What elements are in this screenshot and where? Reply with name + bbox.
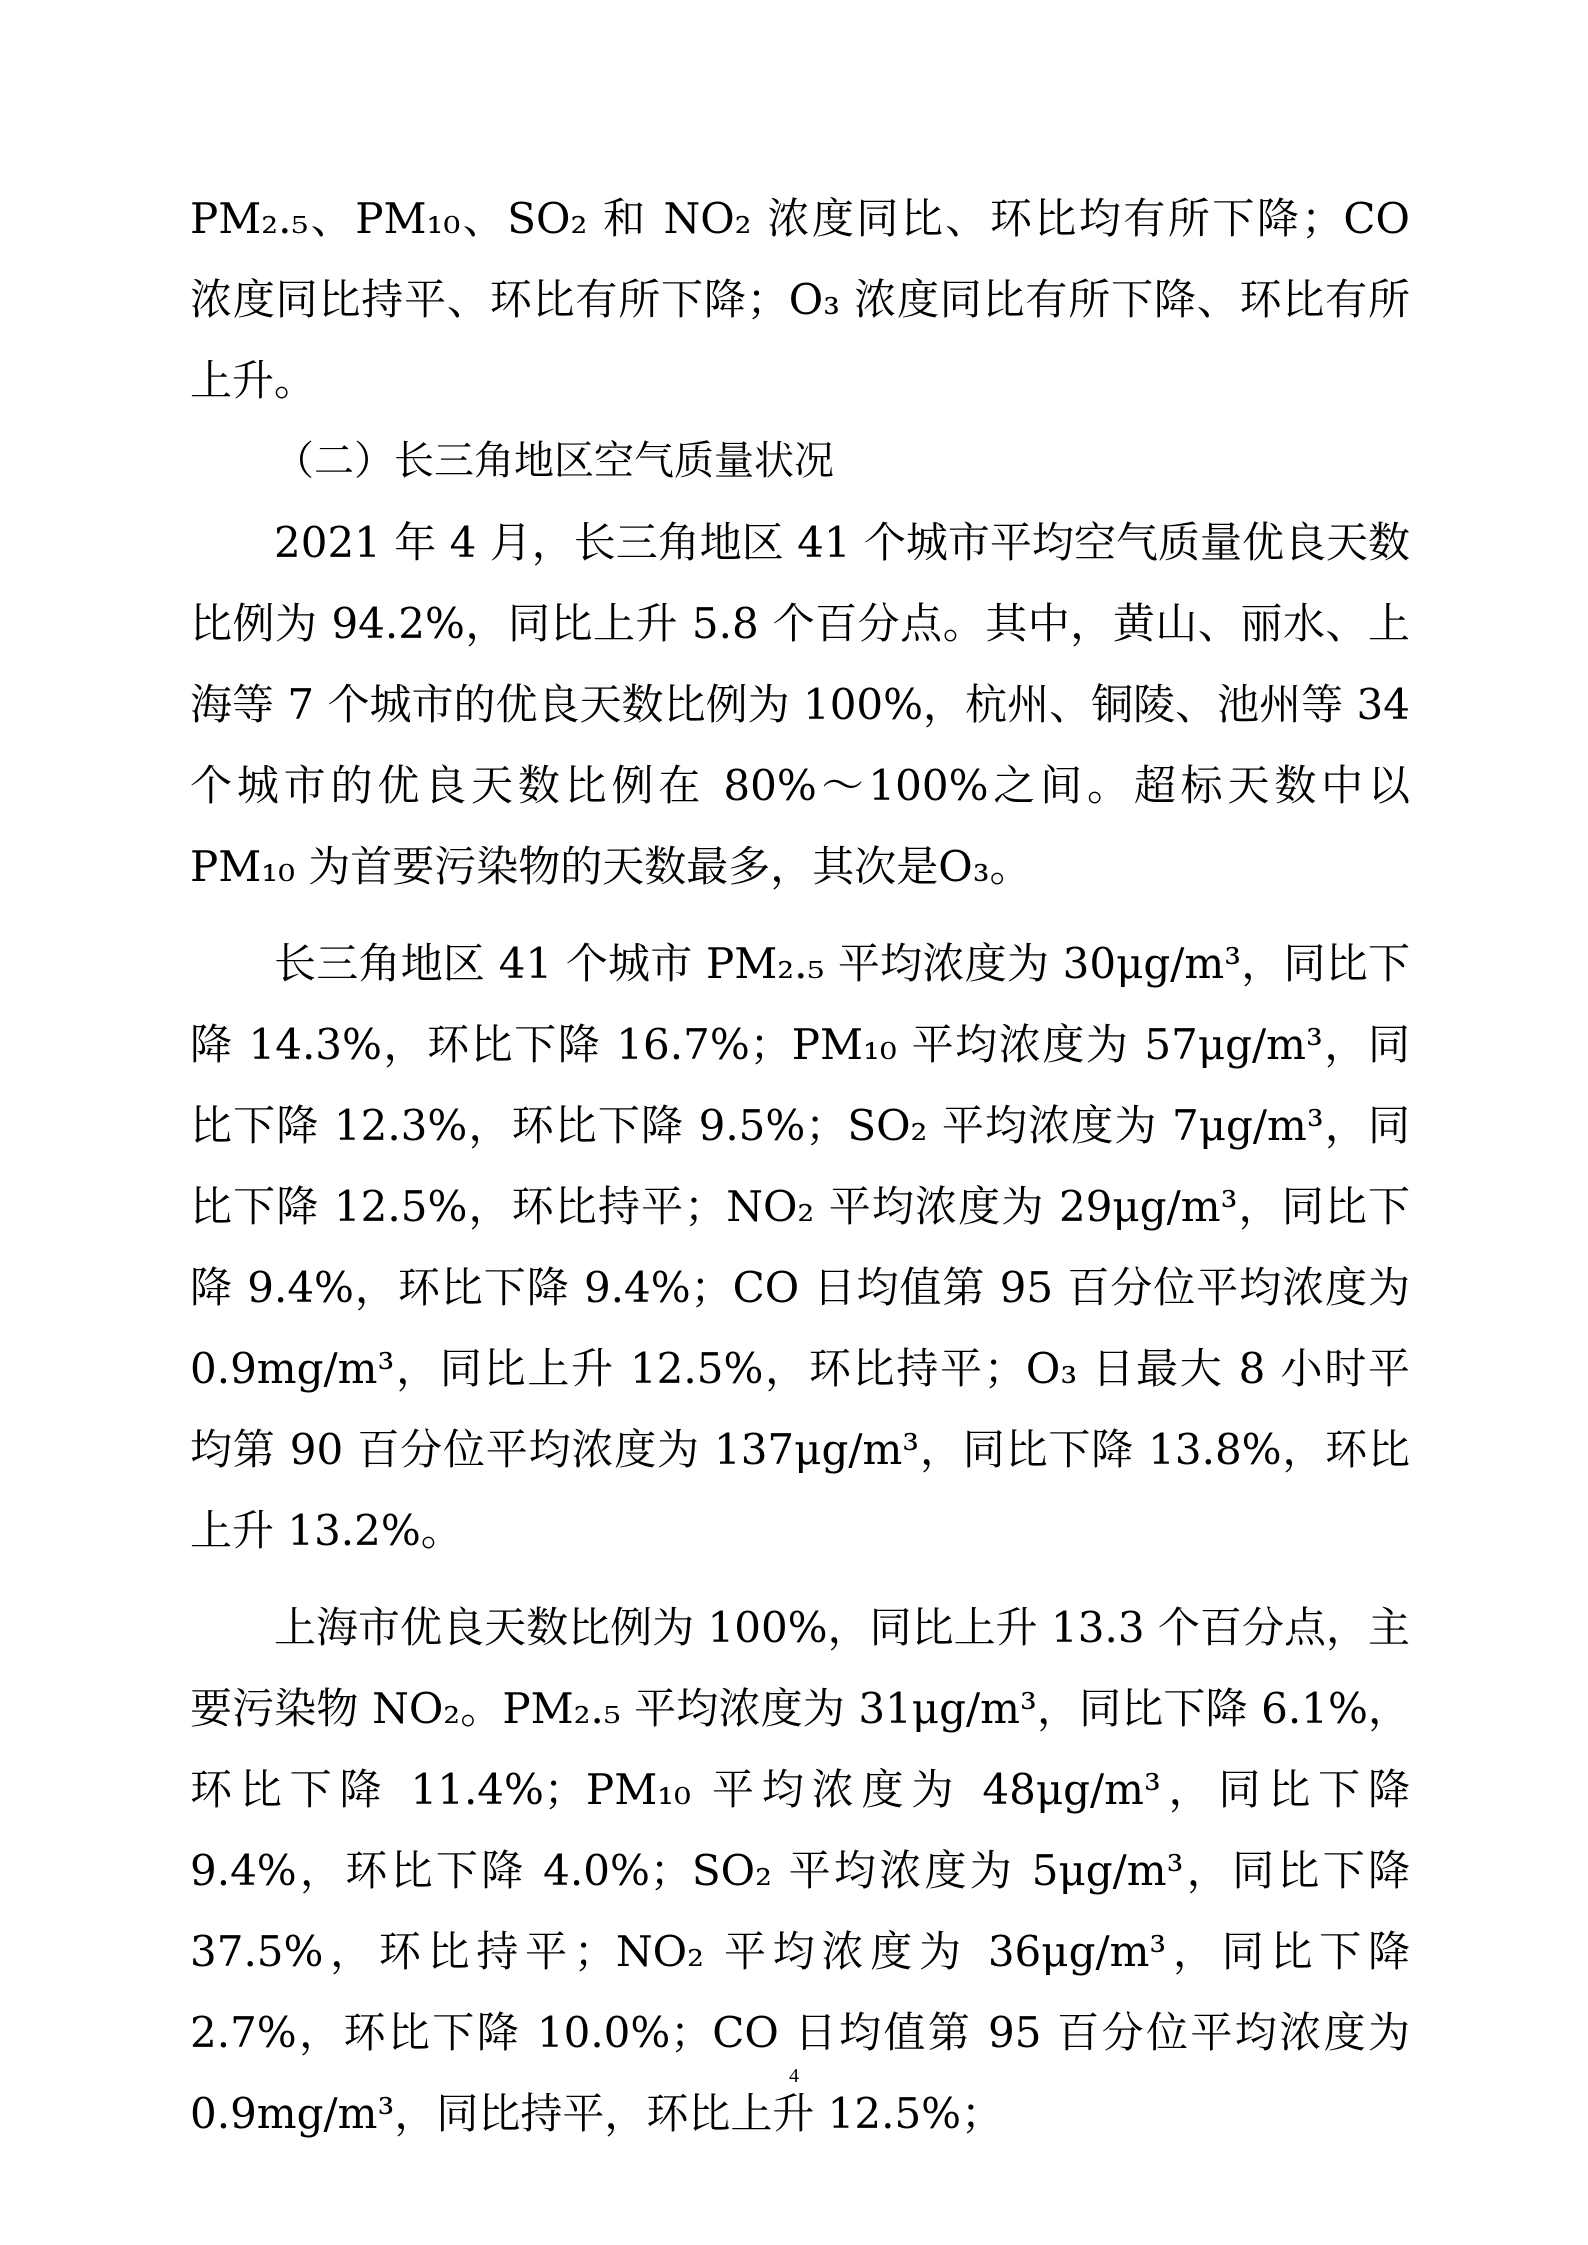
paragraph-yrd-good-days: 2021 年 4 月，长三角地区 41 个城市平均空气质量优良天数比例为 94.2%，同比上升 5.8 个百分点。其中，黄山、丽水、上海等 7 个城市的优良天数比例为 100%，杭州、铜陵、池州等 34 个城市的优良天数比例在 80%～100%之间。超标天数中以 PM₁₀ 为首要污染物的天数最多，其次是O₃。 bbox=[190, 518, 1410, 891]
paragraph-pollutant-summary: PM₂.₅、PM₁₀、SO₂ 和 NO₂ 浓度同比、环比均有所下降；CO 浓度同比持平、环比有所下降；O₃ 浓度同比有所下降、环比有所上升。 bbox=[190, 194, 1410, 405]
page-content bbox=[190, 178, 1410, 2154]
paragraph-shanghai: 上海市优良天数比例为 100%，同比上升 13.3 个百分点，主要污染物 NO₂。PM₂.₅ 平均浓度为 31μg/m³，同比下降 6.1%，环比下降 11.4%；PM₁₀ 平均浓度为 48μg/m³，同比下降 9.4%，环比下降 4.0%；SO₂ 平均浓度为 5μg/m³，同比下降 37.5%，环比持平；NO₂ 平均浓度为 36μg/m³，同比下降 2.7%，环比下降 10.0%；CO 日均值第 95 百分位平均浓度为 0.9mg/m³，同比持平，环比上升 12.5%； bbox=[190, 1603, 1410, 2138]
section-heading: （二）长三角地区空气质量状况 bbox=[274, 438, 834, 484]
paragraph-yrd-concentrations: 长三角地区 41 个城市 PM₂.₅ 平均浓度为 30μg/m³，同比下降 14.3%，环比下降 16.7%；PM₁₀ 平均浓度为 57μg/m³，同比下降 12.3%，环比下降 9.5%；SO₂ 平均浓度为 7μg/m³，同比下降 12.5%，环比持平；NO₂ 平均浓度为 29μg/m³，同比下降 9.4%，环比下降 9.4%；CO 日均值第 95 百分位平均浓度为 0.9mg/m³，同比上升 12.5%，环比持平；O₃ 日最大 8 小时平均第 90 百分位平均浓度为 137μg/m³，同比下降 13.8%，环比上升 13.2%。 bbox=[190, 939, 1410, 1555]
page-number: 4 bbox=[789, 2065, 799, 2087]
